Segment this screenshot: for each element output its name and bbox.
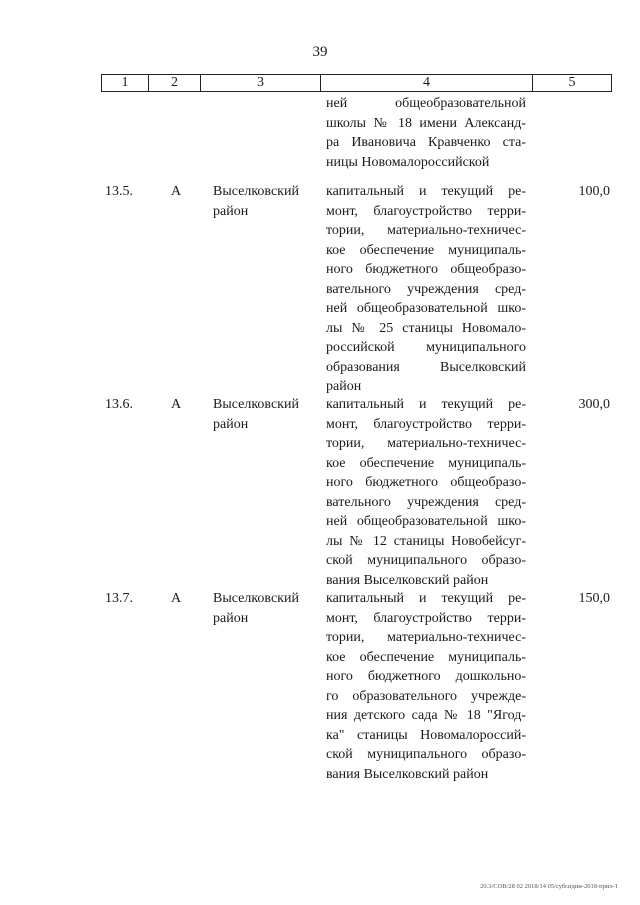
row-amount: 150,0 bbox=[578, 591, 610, 606]
row-number: 13.7. bbox=[105, 591, 133, 606]
description-line: район bbox=[326, 379, 362, 394]
description-line: капитальный и текущий ре- bbox=[326, 397, 526, 412]
description-line: вания Выселковский район bbox=[326, 572, 489, 588]
description-line: тории, материально-техничес- bbox=[326, 630, 526, 645]
description-line: школы № 18 имени Александ- bbox=[326, 115, 526, 131]
district-line: Выселковский bbox=[213, 591, 299, 606]
row-district bbox=[213, 395, 313, 434]
description-line: вания Выселковский район bbox=[326, 766, 489, 782]
column-header-2: 2 bbox=[149, 75, 201, 91]
description-line: монт, благоустройство терри- bbox=[326, 416, 526, 432]
table-header bbox=[101, 74, 612, 92]
description-line: ного бюджетного общеобразо- bbox=[326, 262, 526, 277]
description-line: образования Выселковский bbox=[326, 359, 526, 375]
district-line: район bbox=[213, 203, 249, 219]
row-category: А bbox=[171, 184, 182, 199]
description-line: лы № 12 станицы Новобейсуг- bbox=[326, 533, 526, 549]
description-line: монт, благоустройство терри- bbox=[326, 203, 526, 219]
description-line: ка" станицы Новомалороссий- bbox=[326, 727, 526, 743]
row-description bbox=[326, 182, 526, 397]
row-description bbox=[326, 589, 526, 784]
column-header-4: 4 bbox=[321, 75, 533, 91]
description-line: тории, материально-техничес- bbox=[326, 436, 526, 451]
description-line: вательного учреждения сред- bbox=[326, 494, 526, 510]
description-line: российской муниципального bbox=[326, 340, 526, 355]
description-line: ней общеобразовательной шко- bbox=[326, 301, 526, 316]
page-number: 39 bbox=[312, 44, 328, 60]
description-line: ницы Новомалороссийской bbox=[326, 154, 490, 170]
column-header-3: 3 bbox=[201, 75, 321, 91]
district-line: район bbox=[213, 610, 249, 626]
description-line: кое обеспечение муниципаль- bbox=[326, 649, 526, 665]
district-line: район bbox=[213, 416, 249, 432]
continuation-description bbox=[326, 94, 526, 172]
description-line: ской муниципального образо- bbox=[326, 747, 526, 762]
row-district bbox=[213, 182, 313, 221]
description-line: вательного учреждения сред- bbox=[326, 281, 526, 297]
description-line: ра Ивановича Кравченко ста- bbox=[326, 135, 526, 150]
row-number: 13.6. bbox=[105, 397, 133, 412]
description-line: ней общеобразовательной bbox=[326, 96, 526, 111]
row-category: А bbox=[171, 397, 182, 412]
description-line: ния детского сада № 18 "Ягод- bbox=[326, 708, 526, 723]
column-header-1: 1 bbox=[102, 75, 149, 91]
row-amount: 300,0 bbox=[578, 397, 610, 412]
description-line: го образовательного учрежде- bbox=[326, 688, 526, 704]
row-district bbox=[213, 589, 313, 628]
description-line: кое обеспечение муниципаль- bbox=[326, 455, 526, 471]
description-line: тории, материально-техничес- bbox=[326, 223, 526, 238]
description-line: лы № 25 станицы Новомало- bbox=[326, 320, 526, 336]
description-line: ного бюджетного дошкольно- bbox=[326, 669, 526, 684]
column-header-5: 5 bbox=[568, 75, 576, 90]
footer-stamp: 20.3/СОВ/28 02 2018/14 05/субсидии-2018-прил-1 bbox=[480, 883, 618, 890]
description-line: ней общеобразовательной шко- bbox=[326, 514, 526, 529]
row-amount: 100,0 bbox=[578, 184, 610, 199]
district-line: Выселковский bbox=[213, 184, 299, 199]
row-category: А bbox=[171, 591, 182, 606]
description-line: монт, благоустройство терри- bbox=[326, 610, 526, 626]
row-description bbox=[326, 395, 526, 590]
description-line: ного бюджетного общеобразо- bbox=[326, 475, 526, 490]
district-line: Выселковский bbox=[213, 397, 299, 412]
row-number: 13.5. bbox=[105, 184, 133, 199]
description-line: ской муниципального образо- bbox=[326, 553, 526, 568]
description-line: капитальный и текущий ре- bbox=[326, 591, 526, 606]
description-line: кое обеспечение муниципаль- bbox=[326, 242, 526, 258]
description-line: капитальный и текущий ре- bbox=[326, 184, 526, 199]
